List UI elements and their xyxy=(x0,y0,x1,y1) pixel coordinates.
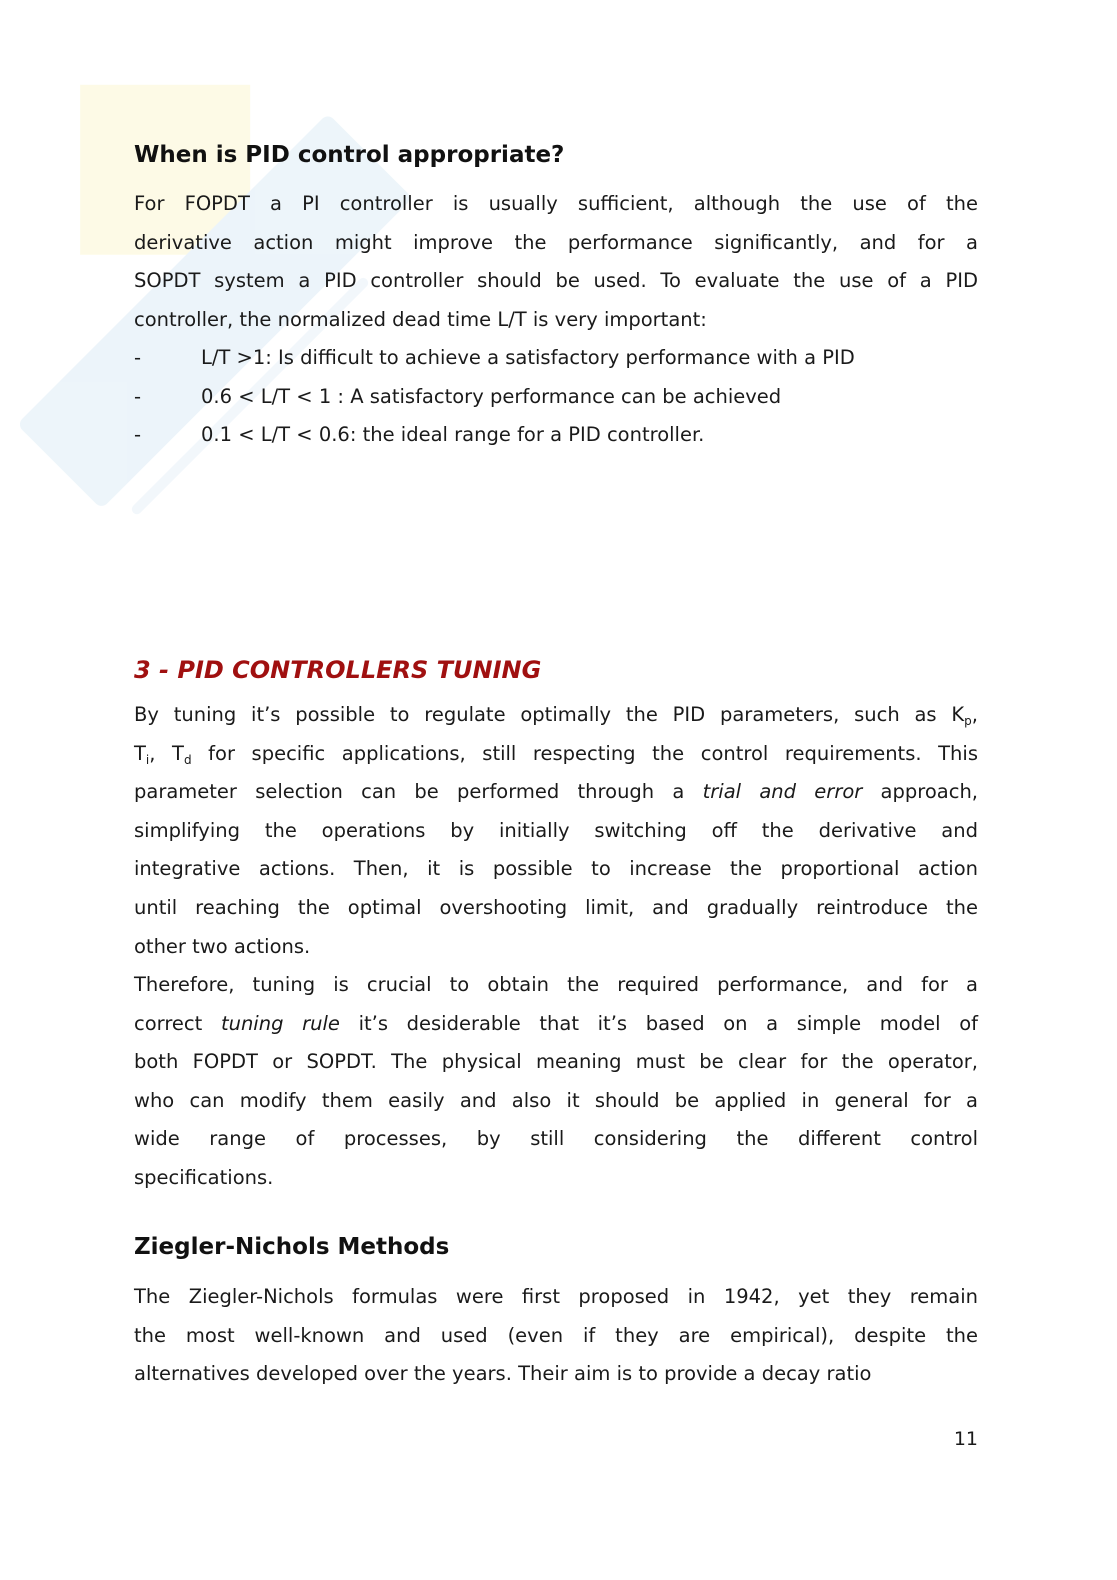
paragraph xyxy=(134,966,978,1198)
text-line xyxy=(134,1043,978,1082)
page-number: 11 xyxy=(953,1428,978,1450)
text-line xyxy=(134,1120,978,1159)
paragraph xyxy=(134,696,978,966)
text-run: the most well-known and used (even if they are empirical), despite the xyxy=(134,1323,978,1347)
text-run: integrative actions. Then, it is possible to increase the proportional action xyxy=(134,857,978,881)
text-line xyxy=(134,928,978,967)
text-run: who can modify them easily and also it should be applied in general for a xyxy=(134,1088,978,1112)
italic-text: trial and error xyxy=(702,780,863,804)
bullet-dash: - xyxy=(134,346,142,369)
text-line xyxy=(134,301,978,340)
italic-text: tuning rule xyxy=(220,1011,340,1035)
text-run: wide range of processes, by still considering the different control xyxy=(134,1127,978,1151)
text-run: approach, xyxy=(862,780,978,804)
list-item xyxy=(134,339,978,378)
text-run: SOPDT system a PID controller should be used. To evaluate the use of a PID xyxy=(134,269,978,293)
text-line xyxy=(134,224,978,263)
text-run: simplifying the operations by initially switching off the derivative and xyxy=(134,818,978,842)
list-item xyxy=(134,378,978,417)
text-run: it’s desiderable that it’s based on a simple model of xyxy=(339,1011,978,1035)
text-line xyxy=(134,735,978,774)
text-line xyxy=(134,262,978,301)
heading-ziegler-nichols: Ziegler-Nichols Methods xyxy=(134,1234,450,1260)
heading-when-pid: When is PID control appropriate? xyxy=(134,142,565,168)
text-line xyxy=(134,696,978,735)
text-line xyxy=(134,1355,978,1394)
bullet-list xyxy=(134,339,978,455)
text-line xyxy=(134,966,978,1005)
text-line xyxy=(134,1317,978,1356)
text-run: , T xyxy=(149,741,184,765)
subscript: p xyxy=(964,714,972,728)
text-line xyxy=(134,1005,978,1044)
subscript: d xyxy=(183,752,192,767)
text-run: Therefore, tuning is crucial to obtain the required performance, and for a xyxy=(134,973,978,996)
bullet-text: 0.6 < L/T < 1 : A satisfactory performance can be achieved xyxy=(201,384,782,408)
text-line xyxy=(134,850,978,889)
text-run: alternatives developed over the years. Their aim is to provide a decay ratio xyxy=(134,1362,872,1386)
text-run: until reaching the optimal overshooting limit, and gradually reintroduce the xyxy=(134,895,978,919)
list-item xyxy=(134,416,978,455)
paragraph xyxy=(134,185,978,339)
text-run: The Ziegler-Nichols formulas were first proposed in 1942, yet they remain xyxy=(134,1285,978,1308)
text-line xyxy=(134,889,978,928)
heading-pid-tuning: 3 - PID CONTROLLERS TUNING xyxy=(134,656,542,684)
bullet-dash: - xyxy=(134,423,142,447)
subscript: i xyxy=(145,752,150,767)
text-line xyxy=(134,1159,978,1198)
text-run: for specific applications, still respecting the control requirements. This xyxy=(191,741,978,765)
text-run: parameter selection can be performed through a xyxy=(134,780,703,804)
text-run: both FOPDT or SOPDT. The physical meaning must be clear for the operator, xyxy=(134,1050,978,1074)
section-when-pid xyxy=(134,135,978,175)
bullet-text: L/T >1: Is difficult to achieve a satisfactory performance with a PID xyxy=(201,346,855,369)
section-tuning xyxy=(134,650,978,690)
text-run: For FOPDT a PI controller is usually sufficient, although the use of the xyxy=(134,192,978,215)
text-run: correct xyxy=(134,1011,221,1035)
paragraph xyxy=(134,1278,978,1394)
text-line xyxy=(134,1278,978,1317)
text-line xyxy=(134,773,978,812)
bullet-text: 0.1 < L/T < 0.6: the ideal range for a PID controller. xyxy=(201,423,705,447)
section-ziegler-nichols xyxy=(134,1227,978,1267)
text-run: other two actions. xyxy=(134,934,311,958)
text-run: controller, the normalized dead time L/T is very important: xyxy=(134,307,707,331)
bullet-dash: - xyxy=(134,384,142,408)
text-run: specifications. xyxy=(134,1165,274,1189)
text-line xyxy=(134,1082,978,1121)
text-run: T xyxy=(134,741,146,765)
text-line xyxy=(134,185,978,224)
text-run: derivative action might improve the performance significantly, and for a xyxy=(134,230,978,254)
text-run: By tuning it’s possible to regulate optimally the PID parameters, such as K xyxy=(134,703,965,726)
text-line xyxy=(134,812,978,851)
text-run: , xyxy=(971,703,978,726)
